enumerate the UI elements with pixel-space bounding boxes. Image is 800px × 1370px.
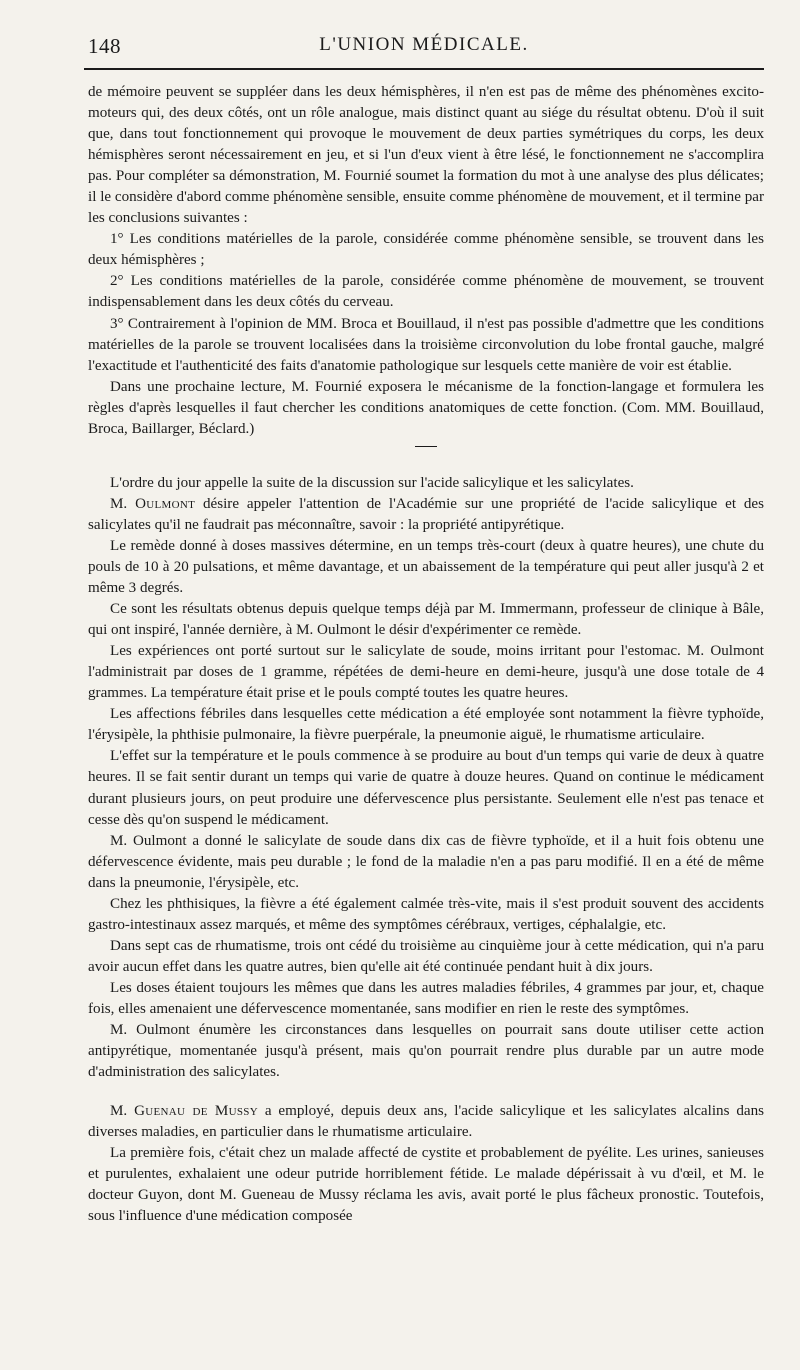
header-rule [84,68,764,70]
paragraph-text: Les affections fébriles dans lesquelles cette médication a été employée sont notamment la fièvre typhoïde, l'érysipèle, la phthisie pulmonaire, la fièvre puerpérale, la pneumonie aiguë, le rhumatisme articulaire. [88,706,764,744]
section-separator [415,446,437,447]
speaker-paragraph [88,494,764,536]
conclusion-item [88,314,764,377]
paragraph [88,936,764,978]
paragraph-text: M. [110,1103,135,1120]
paragraph [88,82,764,229]
paragraph [88,831,764,894]
paragraph-text: M. [110,495,136,512]
paragraph-text: désire appeler l'attention de l'Académie sur une propriété de l'acide salicylique et des salicylates qu'il ne faudrait pas méconnaître, savoir : la propriété antipyrétique. [88,495,765,533]
speaker-name: Oulmont [135,495,196,512]
paragraph [88,978,764,1020]
speaker-paragraph [88,1101,764,1143]
paragraph-text: Chez les phthisiques, la fièvre a été également calmée très-vite, mais il s'est produit souvent des accidents gastro-intestinaux assez marqués, et même des symptômes cérébraux, vertiges, céphalalgie, etc. [88,895,764,933]
paragraph-text: Dans une prochaine lecture, M. Fournié exposera le mécanisme de la fonction-langage et formulera les règles d'après lesquelles il faut chercher les conditions anatomiques de cette fonction. (Com. MM. Bouillaud, Broca, Baillarger, Béclard.) [88,378,764,437]
paragraph-text: L'ordre du jour appelle la suite de la discussion sur l'acide salicylique et les salicylates. [110,474,634,491]
paragraph [88,599,764,641]
paragraph-text: Ce sont les résultats obtenus depuis quelque temps déjà par M. Immermann, professeur de clinique à Bâle, qui ont inspiré, l'année dernière, à M. Oulmont le désir d'expérimenter ce remède. [88,601,764,639]
paragraph [88,704,764,746]
paragraph-text: Les doses étaient toujours les mêmes que dans les autres maladies fébriles, 4 grammes par jour, et, chaque fois, elles amenaient une défervescence momentanée, sans modifier en rien le reste des symptômes. [88,979,764,1017]
article-body [88,82,764,1227]
paragraph-text: 1° Les conditions matérielles de la parole, considérée comme phénomène sensible, se trouvent dans les deux hémisphères ; [88,231,764,269]
paragraph-text: a employé, depuis deux ans, l'acide salicylique et les salicylates alcalins dans diverses maladies, en particulier dans le rhumatisme articulaire. [88,1103,764,1141]
paragraph [88,746,764,830]
page-header [88,34,760,64]
conclusion-item [88,271,764,313]
paragraph [88,1020,764,1083]
agenda-paragraph [88,473,764,494]
paragraph-text: de mémoire peuvent se suppléer dans les deux hémisphères, il n'en est pas de même des phénomènes excito-moteurs qui, des deux côtés, ont un rôle analogue, mais distinct quant au siége du résultat obtenu. D'où il suit que, dans tout fonctionnement qui provoque le mouvement de deux parties symétriques du corps, les deux hémisphères seront nécessairement en jeu, et si l'un d'eux vient à être lésé, le fonctionnement ne s'accomplira pas. Pour compléter sa démonstration, M. Fournié soumet la formation du mot à une analyse des plus délicates; il le considère d'abord comme phénomène sensible, ensuite comme phénomène de mouvement, et il termine par les conclusions suivantes : [88,84,764,227]
paragraph [88,536,764,599]
paragraph-text: 2° Les conditions matérielles de la parole, considérée comme phénomène de mouvement, se trouvent indispensablement dans les deux côtés du cerveau. [88,273,764,311]
page-number: 148 [88,34,121,58]
paragraph-text: M. Oulmont énumère les circonstances dans lesquelles on pourrait sans doute utiliser cette action antipyrétique, momentanée jusqu'à présent, mais qu'on pourrait rendre plus durable par un autre mode d'administration des salicylates. [88,1022,764,1081]
paragraph-text: Dans sept cas de rhumatisme, trois ont cédé du troisième au cinquième jour à cette médication, qui n'a paru avoir aucun effet dans les quatre autres, bien qu'elle ait été continuée pendant huit à dix jours. [88,937,764,975]
paragraph-text: 3° Contrairement à l'opinion de MM. Broca et Bouillaud, il n'est pas possible d'admettre que les conditions matérielles de la parole se trouvent localisées dans la troisième circonvolution du lobe frontal gauche, malgré l'exactitude et l'authenticité des faits d'anatomie pathologique sur lesquels cette manière de voir est établie. [88,315,764,374]
speaker-name: Guenau de Mussy [134,1103,258,1120]
paragraph [88,894,764,936]
paragraph [88,1143,764,1227]
paragraph-text: M. Oulmont a donné le salicylate de soude dans dix cas de fièvre typhoïde, et il a huit fois obtenu une défervescence évidente, mais peu durable ; le fond de la maladie n'en a pas paru modifié. Il en a été de même dans la pneumonie, l'érysipèle, etc. [88,832,764,891]
conclusion-item [88,229,764,271]
running-title: L'UNION MÉDICALE. [319,34,529,55]
paragraph [88,641,764,704]
paragraph-text: Les expériences ont porté surtout sur le salicylate de soude, moins irritant pour l'estomac. M. Oulmont l'administrait par doses de 1 gramme, répétées de demi-heure en demi-heure, jusqu'à une dose totale de 4 grammes. La température était prise et le pouls compté toutes les quatre heures. [88,643,764,702]
paragraph-text: Le remède donné à doses massives détermine, en un temps très-court (deux à quatre heures), une chute du pouls de 10 à 20 pulsations, et même davantage, et un abaissement de la température qui peut aller jusqu'à 2 et même 3 degrés. [88,537,764,597]
paragraph-text: L'effet sur la température et le pouls commence à se produire au bout d'un temps qui varie de deux à quatre heures. Il se fait sentir durant un temps qui varie de quatre à douze heures. Quand on continue le médicament durant plusieurs jours, on peut produire une défervescence plus persistante. Seulement elle n'est pas tenace et cesse dès qu'on suspend le médicament. [88,748,764,828]
paragraph [88,377,764,440]
paragraph-text: La première fois, c'était chez un malade affecté de cystite et probablement de pyélite. Les urines, sanieuses et purulentes, exhalaient une odeur putride horriblement fétide. Le malade dépérissait à vu d'œil, et M. le docteur Guyon, dont M. Gueneau de Mussy réclama les avis, avait porté le plus fâcheux pronostic. Toutefois, sous l'influence d'une médication composée [88,1145,764,1225]
